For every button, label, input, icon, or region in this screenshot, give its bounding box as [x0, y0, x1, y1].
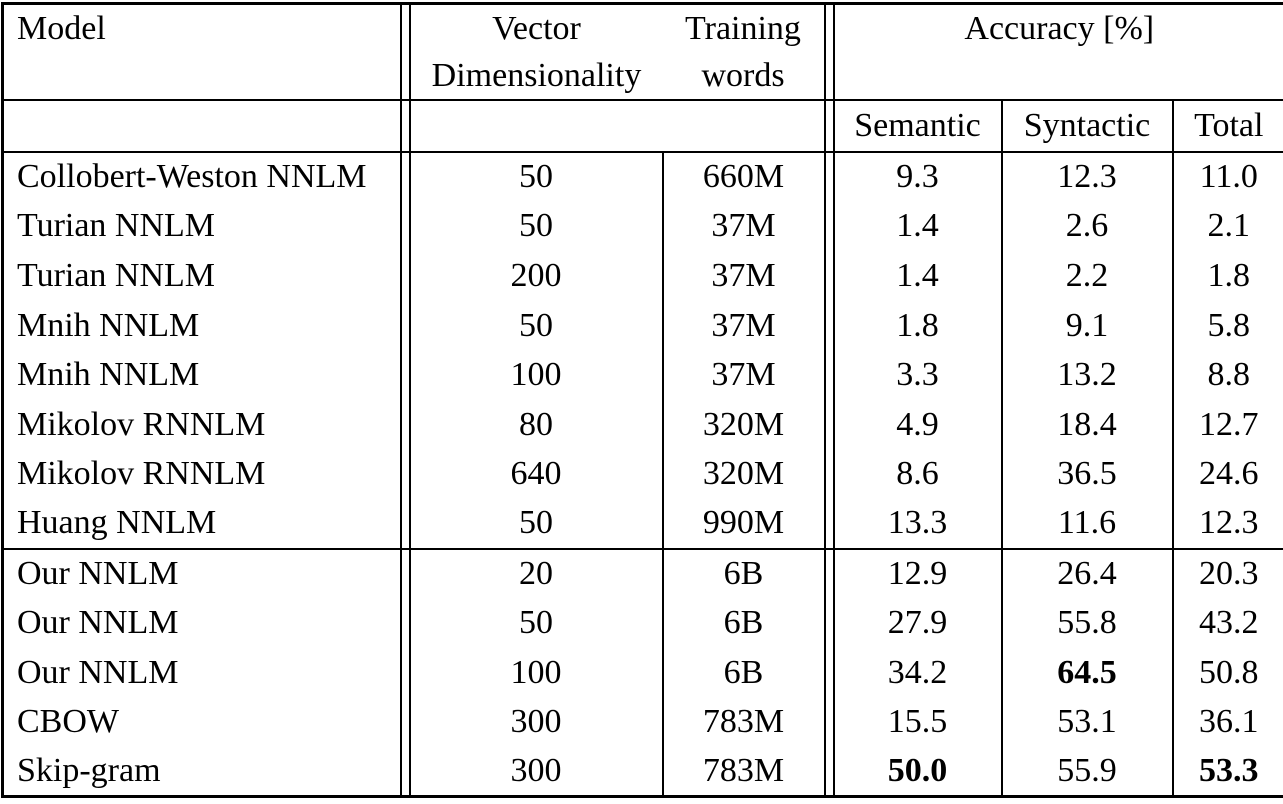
cell-training-words: 6B — [663, 549, 825, 599]
column-header-total: Total — [1173, 100, 1283, 152]
header-row-2 — [3, 100, 1283, 152]
table-row — [3, 400, 1283, 450]
cell-total-accuracy: 24.6 — [1199, 455, 1259, 493]
cell-model: Collobert-Weston NNLM — [3, 152, 401, 202]
cell-semantic-accuracy: 12.9 — [834, 549, 1002, 599]
cell-model: Skip-gram — [17, 752, 161, 790]
table-row — [3, 499, 1283, 549]
cell-training-words: 6B — [723, 653, 764, 691]
cell-syntactic-accuracy: 18.4 — [1002, 400, 1173, 450]
cell-semantic-accuracy: 9.3 — [834, 152, 1002, 202]
cell-semantic-accuracy: 1.4 — [834, 251, 1002, 301]
column-divider — [401, 301, 410, 351]
column-divider — [401, 499, 410, 549]
cell-model: Huang NNLM — [17, 504, 217, 542]
column-divider — [825, 499, 834, 549]
header-training-line1: Training — [685, 10, 801, 47]
cell-vector-dimensionality: 50 — [410, 598, 663, 648]
table-body — [3, 152, 1283, 797]
cell-total-accuracy: 36.1 — [1199, 703, 1259, 741]
cell-model: Turian NNLM — [17, 256, 216, 294]
cell-vector-dimensionality: 100 — [410, 350, 663, 400]
column-divider — [401, 698, 410, 748]
cell-syntactic-accuracy: 26.4 — [1002, 549, 1173, 599]
cell-syntactic-accuracy: 12.3 — [1002, 152, 1173, 202]
table-row — [3, 549, 1283, 599]
cell-training-words: 320M — [702, 455, 785, 493]
cell-vector-dimensionality: 80 — [410, 400, 663, 450]
header-vector-line2: Dimensionality — [431, 57, 642, 94]
cell-vector-dimensionality: 50 — [410, 202, 663, 252]
cell-model: CBOW — [17, 703, 119, 741]
table-row — [3, 598, 1283, 648]
cell-vector-dimensionality: 20 — [410, 549, 663, 599]
cell-total-accuracy: 20.3 — [1173, 549, 1283, 599]
column-divider — [825, 152, 834, 202]
cell-syntactic-accuracy: 53.1 — [1002, 698, 1173, 748]
cell-vector-dimensionality: 50 — [410, 301, 663, 351]
cell-model: Mikolov RNNLM — [17, 455, 266, 493]
column-header-accuracy-group: Accuracy [%] — [964, 10, 1155, 47]
cell-training-words: 660M — [663, 152, 825, 202]
header-empty-cell — [410, 100, 663, 152]
header-vector-line1: Vector — [492, 10, 581, 47]
cell-vector-dimensionality: 50 — [410, 152, 663, 202]
header-row-1 — [3, 4, 1283, 101]
column-divider — [825, 549, 834, 599]
table-row — [3, 648, 1283, 698]
header-empty-cell — [663, 100, 825, 152]
column-divider — [401, 251, 410, 301]
table-row — [3, 350, 1283, 400]
column-header-vector-dimensionality — [410, 4, 663, 101]
cell-model: Our NNLM — [17, 653, 179, 691]
cell-model: Our NNLM — [17, 604, 179, 642]
cell-syntactic-accuracy: 36.5 — [1002, 450, 1173, 500]
column-divider — [825, 202, 834, 252]
column-header-syntactic: Syntactic — [1002, 100, 1173, 152]
model-accuracy-table — [1, 2, 1283, 798]
cell-semantic-accuracy: 15.5 — [834, 698, 1002, 748]
cell-total-accuracy: 43.2 — [1199, 604, 1259, 642]
cell-training-words: 37M — [711, 256, 776, 294]
header-empty-cell — [3, 100, 401, 152]
cell-model: Mikolov RNNLM — [17, 405, 266, 443]
cell-vector-dimensionality: 100 — [410, 648, 663, 698]
cell-syntactic-accuracy: 11.6 — [1002, 499, 1173, 549]
column-divider — [825, 648, 834, 698]
column-divider — [825, 4, 834, 101]
column-divider — [401, 549, 410, 599]
cell-semantic-accuracy: 4.9 — [834, 400, 1002, 450]
cell-semantic-accuracy: 50.0 — [834, 747, 1002, 797]
column-divider — [825, 598, 834, 648]
cell-model: Mnih NNLM — [17, 356, 200, 394]
cell-semantic-accuracy: 13.3 — [834, 499, 1002, 549]
column-divider — [401, 202, 410, 252]
cell-training-words: 783M — [702, 752, 785, 790]
cell-total-accuracy: 8.8 — [1207, 356, 1251, 394]
cell-training-words: 990M — [702, 504, 785, 542]
cell-semantic-accuracy: 34.2 — [834, 648, 1002, 698]
cell-vector-dimensionality: 640 — [410, 450, 663, 500]
column-header-model: Model — [17, 10, 106, 47]
cell-syntactic-accuracy: 13.2 — [1002, 350, 1173, 400]
table-row — [3, 301, 1283, 351]
cell-syntactic-accuracy: 9.1 — [1002, 301, 1173, 351]
header-training-line2: words — [701, 57, 785, 94]
column-divider — [401, 4, 410, 101]
column-divider — [825, 747, 834, 797]
cell-syntactic-accuracy: 2.6 — [1002, 202, 1173, 252]
column-divider — [825, 400, 834, 450]
cell-training-words: 37M — [711, 356, 776, 394]
cell-vector-dimensionality: 300 — [410, 698, 663, 748]
cell-total-accuracy: 12.7 — [1199, 405, 1259, 443]
cell-total-accuracy: 53.3 — [1199, 752, 1259, 790]
cell-semantic-accuracy: 27.9 — [834, 598, 1002, 648]
table-row — [3, 747, 1283, 797]
cell-syntactic-accuracy: 2.2 — [1002, 251, 1173, 301]
cell-syntactic-accuracy: 55.9 — [1002, 747, 1173, 797]
column-header-training-words — [663, 4, 825, 101]
cell-training-words: 37M — [711, 207, 776, 245]
cell-model: Mnih NNLM — [17, 306, 200, 344]
cell-total-accuracy: 5.8 — [1207, 306, 1251, 344]
cell-total-accuracy: 2.1 — [1207, 207, 1251, 245]
column-divider — [401, 152, 410, 202]
cell-total-accuracy: 50.8 — [1199, 653, 1259, 691]
column-divider — [825, 350, 834, 400]
table-row — [3, 698, 1283, 748]
cell-vector-dimensionality: 300 — [410, 747, 663, 797]
column-divider — [401, 400, 410, 450]
cell-training-words: 37M — [711, 306, 776, 344]
column-divider — [401, 747, 410, 797]
table-row — [3, 251, 1283, 301]
cell-total-accuracy: 12.3 — [1199, 504, 1259, 542]
column-divider — [825, 251, 834, 301]
cell-syntactic-accuracy: 55.8 — [1002, 598, 1173, 648]
table-row — [3, 152, 1283, 202]
cell-semantic-accuracy: 3.3 — [834, 350, 1002, 400]
cell-training-words: 6B — [723, 604, 764, 642]
cell-model: Turian NNLM — [17, 207, 216, 245]
cell-total-accuracy: 1.8 — [1207, 256, 1251, 294]
column-divider — [401, 648, 410, 698]
column-divider — [401, 450, 410, 500]
column-header-semantic: Semantic — [834, 100, 1002, 152]
cell-vector-dimensionality: 200 — [410, 251, 663, 301]
column-divider — [401, 598, 410, 648]
table-row — [3, 450, 1283, 500]
cell-training-words: 320M — [702, 405, 785, 443]
column-divider — [825, 301, 834, 351]
column-divider — [401, 100, 410, 152]
column-divider — [401, 350, 410, 400]
cell-training-words: 783M — [702, 703, 785, 741]
column-divider — [825, 100, 834, 152]
column-divider — [825, 450, 834, 500]
cell-model: Our NNLM — [3, 549, 401, 599]
column-divider — [825, 698, 834, 748]
cell-syntactic-accuracy: 64.5 — [1002, 648, 1173, 698]
cell-semantic-accuracy: 1.8 — [834, 301, 1002, 351]
cell-semantic-accuracy: 1.4 — [834, 202, 1002, 252]
table-row — [3, 202, 1283, 252]
cell-semantic-accuracy: 8.6 — [834, 450, 1002, 500]
cell-total-accuracy: 11.0 — [1173, 152, 1283, 202]
cell-vector-dimensionality: 50 — [410, 499, 663, 549]
